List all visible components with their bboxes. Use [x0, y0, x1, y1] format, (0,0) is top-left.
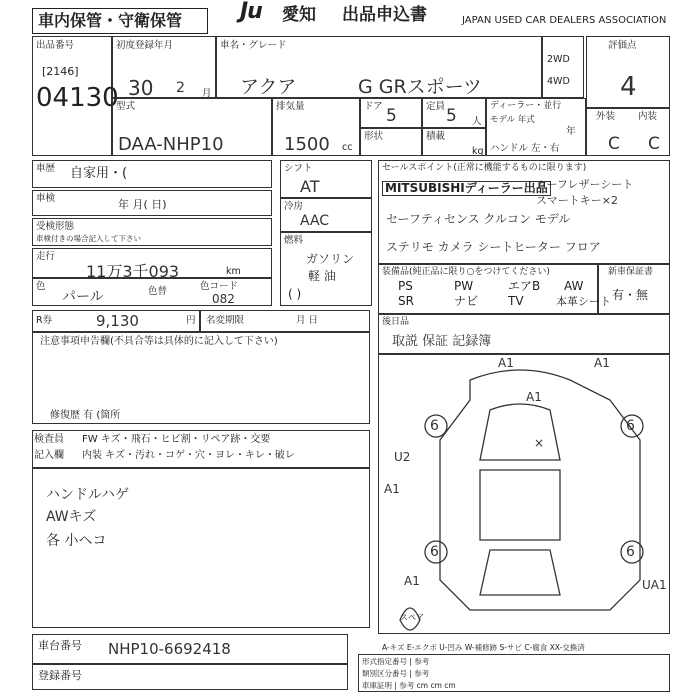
ju-logo: Ju	[240, 0, 262, 24]
inspector-label: 検査員	[34, 434, 64, 445]
model-code-value: DAA-NHP10	[118, 134, 224, 155]
color-value: パール	[62, 289, 104, 305]
grade-value: G GRスポーツ	[358, 76, 482, 98]
reg-year-value: 30	[128, 76, 154, 100]
kg-unit: kg	[472, 146, 484, 157]
legend-text: A-キズ E-エクボ U-凹み W-補修跡 S-サビ C-腐食 XX-交換済	[382, 643, 585, 652]
recycle-label: 受検形態	[36, 221, 75, 232]
mark-a1-rear-left: A1	[404, 574, 420, 588]
tire-rl: 6	[430, 544, 439, 560]
aftermarket-value: 取説 保証 記録簿	[392, 334, 492, 349]
drive-4wd: 4WD	[547, 76, 570, 87]
r-coupon-value: 9,130	[96, 312, 139, 330]
aichi-label: 愛知	[282, 5, 316, 25]
displacement-value: 1500	[284, 134, 330, 155]
dealer-label: MITSUBISHIディーラー出品	[382, 181, 551, 196]
capacity-label: 定員	[426, 101, 446, 112]
doors-value: 5	[386, 106, 397, 126]
spare-label: スペア	[400, 613, 424, 622]
approval-row-2: 類別区分番号 | 参考	[362, 669, 430, 678]
mark-x: ×	[534, 436, 545, 450]
handle-label: ハンドル 左・右	[490, 143, 560, 154]
lot-number: 04130	[36, 83, 119, 113]
tire-rr: 6	[626, 544, 635, 560]
score-label: 評価点	[608, 40, 637, 51]
handwritten-note-3: 各 小ヘコ	[46, 533, 107, 549]
car-name-label: 車名・グレード	[220, 40, 287, 51]
drive-box	[542, 36, 584, 98]
equip-ps: PS	[398, 279, 413, 293]
handwritten-note-1: ハンドルハゲ	[46, 487, 130, 503]
mark-ua1: UA1	[642, 578, 667, 592]
reg-month-value: 2	[176, 80, 185, 96]
lot-label: 出品番号	[36, 40, 75, 51]
mark-a1-top-right: A1	[594, 356, 610, 370]
equip-navi: ナビ	[454, 294, 479, 308]
inspection-date: 年 月( 日)	[118, 198, 167, 211]
lot-sub-number: [2146]	[42, 65, 79, 78]
mark-a1-hood: A1	[526, 390, 542, 404]
repaint-label: 色替	[148, 286, 168, 297]
shift-label: シフト	[284, 163, 313, 174]
year-unit: 年	[566, 126, 576, 137]
history-box	[32, 160, 272, 188]
inspection-label: 車検	[36, 193, 56, 204]
equip-leather: 本革シート	[556, 295, 611, 308]
fuel-label: 燃料	[284, 235, 304, 246]
color-code-label: 色コード	[200, 281, 239, 292]
exterior-grade: C	[608, 134, 620, 154]
warranty-label: 新車保証書	[608, 267, 654, 277]
exterior-label: 外装	[596, 111, 616, 122]
interior-label: 内装	[638, 111, 658, 122]
ac-label: 冷房	[284, 201, 304, 212]
equip-aw: AW	[564, 279, 584, 293]
shift-value: AT	[300, 177, 320, 196]
ac-value: AAC	[300, 213, 330, 229]
fuel-gasoline: ガソリン	[306, 252, 355, 266]
chassis-value: NHP10-6692418	[108, 640, 231, 658]
tire-fl: 6	[430, 418, 439, 434]
equip-pw: PW	[454, 279, 474, 293]
capacity-unit: 人	[472, 116, 482, 127]
yen-unit: 円	[186, 315, 196, 326]
import-label: ディーラー・並行	[490, 101, 562, 111]
car-name-value: アクア	[240, 76, 297, 98]
tire-fr: 6	[626, 418, 635, 434]
equip-ab: エアB	[508, 279, 541, 293]
exterior-check-line: FW キズ・飛石・ヒビ割・リペア跡・交要	[82, 434, 271, 445]
repair-history: 修復歴 有 (箇所	[50, 410, 121, 421]
association-name: JAPAN USED CAR DEALERS ASSOCIATION	[462, 15, 667, 26]
header-title: 車内保管・守衛保管	[38, 11, 183, 30]
chassis-label: 車台番号	[38, 639, 82, 652]
shape-label: 形状	[364, 131, 384, 142]
equip-tv: TV	[508, 294, 524, 308]
fuel-other: ( )	[288, 287, 302, 301]
cc-unit: cc	[342, 142, 353, 153]
approval-row-1: 形式指定番号 | 参考	[362, 657, 430, 666]
name-change-date: 月 日	[296, 315, 319, 326]
model-code-label: 型式	[116, 101, 136, 112]
color-label: 色	[36, 281, 46, 292]
equipment-label: 装備品(純正品に限り○をつけてください)	[382, 267, 550, 277]
model-year-label: モデル 年式	[490, 115, 535, 125]
history-value: 自家用・(	[70, 166, 128, 181]
approval-row-3: 車庫証明 | 参考 cm cm cm	[362, 681, 456, 690]
mileage-label: 走行	[36, 251, 56, 262]
selling-line-4: ステリモ カメラ シートヒーター フロア	[386, 240, 601, 254]
mark-a1-front: A1	[498, 356, 514, 370]
handwritten-note-2: AWキズ	[46, 509, 97, 525]
month-unit: 月	[202, 88, 212, 99]
entry-label: 記入欄	[34, 450, 64, 461]
fuel-light-oil: 軽 油	[308, 269, 336, 283]
km-unit: km	[226, 266, 241, 277]
form-title: 出品申込書	[342, 5, 427, 25]
aftermarket-label: 後日品	[382, 317, 410, 327]
selling-line-2: スマートキー×2	[536, 194, 618, 207]
notes-label: 注意事項申告欄(不具合等は具体的に記入して下さい)	[40, 336, 278, 347]
mileage-value: 11万3千093	[86, 262, 180, 281]
selling-line-3: セーフティセンス クルコン モデル	[386, 212, 571, 226]
mark-u2: U2	[394, 450, 411, 464]
selling-points-label: セールスポイント(正常に機能するものに限ります)	[382, 163, 587, 173]
reg-year-label: 初度登録年月	[116, 40, 174, 51]
equip-sr: SR	[398, 294, 414, 308]
mark-a1-side: A1	[384, 482, 400, 496]
r-coupon-label: R券	[36, 315, 53, 326]
score-value: 4	[620, 72, 637, 102]
doors-label: ドア	[364, 101, 383, 112]
recycle-note: 車検付きの場合記入して下さい	[36, 234, 141, 243]
warranty-options: 有・無	[612, 288, 649, 302]
drive-2wd: 2WD	[547, 54, 570, 65]
name-change-label: 名変期限	[206, 315, 245, 326]
color-code-value: 082	[212, 292, 235, 306]
capacity-value: 5	[446, 106, 457, 126]
displacement-label: 排気量	[276, 101, 305, 112]
interior-grade: C	[648, 134, 660, 154]
selling-line-1: ムーフレザーシート	[536, 178, 634, 191]
car-diagram-box	[378, 354, 670, 634]
load-label: 積載	[426, 131, 446, 142]
registration-label: 登録番号	[38, 669, 82, 682]
history-label: 車歴	[36, 163, 56, 174]
interior-check-line: 内装 キズ・汚れ・コゲ・穴・ヨレ・キレ・破レ	[82, 450, 295, 461]
